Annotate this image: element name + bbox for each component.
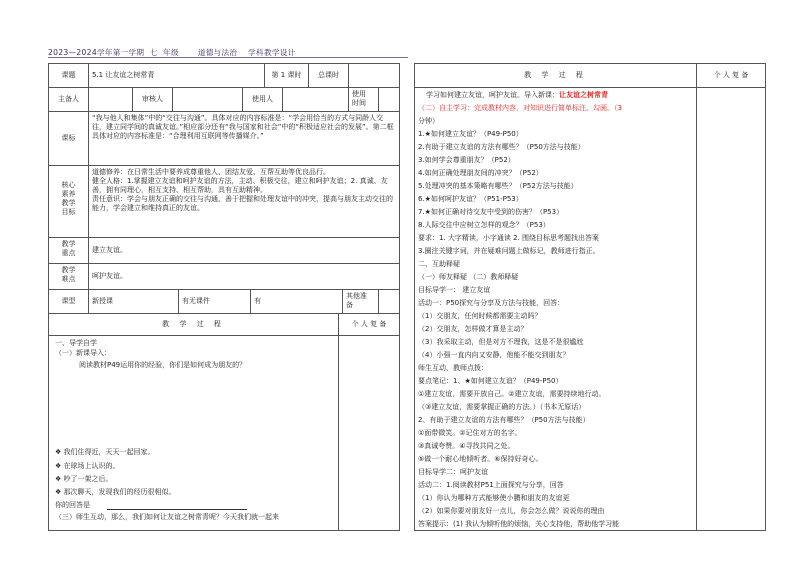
process-line: 活动一：P50探究与分享及方法与技能，回答： bbox=[418, 299, 565, 307]
literacy-text: 道德修养：在日常生活中要养成尊重他人、团结友爱、互帮互助等优良品行。 健全人格：1.掌握建立友谊和呵护友谊的方法，主动、积极交往，建立和呵护友谊；2. 真诚、友善，拥有同理心，相互支持、相互帮助，具有互助精神。 责任意识：学会与朋友正确的交往与沟通，善于把握和处理友谊中的冲突，提高与朋友主动交往的能力，学会建立和维持真正的友谊。 bbox=[89, 166, 399, 238]
total-period-label: 总课时 bbox=[309, 64, 349, 88]
process-line: 8.人际交往中应树立怎样的观念？（P53） bbox=[418, 221, 550, 229]
left-table bbox=[48, 63, 400, 531]
process-review-column bbox=[339, 336, 399, 530]
prep-label: 主备人 bbox=[49, 88, 89, 112]
bullet-item: ❖ 吵了一架之后。 bbox=[55, 475, 113, 483]
process-line: （4）小强一直内向又安静，他能不能交到朋友？ bbox=[418, 351, 570, 359]
equip-value bbox=[379, 290, 399, 314]
user-label: 使用人 bbox=[243, 88, 283, 112]
key-text: 建立友谊。 bbox=[89, 238, 399, 264]
user-value bbox=[283, 88, 349, 112]
answer-blank bbox=[107, 509, 247, 510]
process-line: （③建立友谊，需要掌握正确的方法。）（书本无原话） bbox=[418, 403, 586, 411]
process-line: 3.如何学会尊重朋友？（P52） bbox=[418, 156, 515, 164]
difficult-text: 呵护友谊。 bbox=[89, 264, 399, 290]
section-guide: 一、导学自学 bbox=[55, 339, 97, 347]
process-line: （2）交朋友，怎样做才算是主动？ bbox=[418, 325, 528, 333]
process-line: （1）你认为哪种方式能够使小鹏和朋友的友谊更 bbox=[418, 494, 570, 502]
process-line: 2.有助于建立友谊的方法有哪些？（P50方法与技能） bbox=[418, 143, 585, 151]
process-line: 要点笔记：1、★如何建立友谊？（P49-P50） bbox=[418, 377, 563, 385]
process-line: 活动二：1.阅读教材P51上面探究与分享，回答 bbox=[418, 481, 564, 489]
process-header-review: 个 人 复 备 bbox=[339, 314, 399, 336]
lesson-title-highlight: 让友谊之树常青 bbox=[559, 91, 608, 99]
time-value bbox=[379, 88, 399, 112]
process-line: ③真诚夸赞。④寻找共同之处。 bbox=[418, 442, 515, 450]
topic-value: 5.1 让友谊之树常青 bbox=[89, 64, 265, 88]
process-line: 师生互动，教师点拨： bbox=[418, 364, 488, 372]
bullet-item: ❖ 在球场上认识的。 bbox=[55, 462, 120, 470]
process-line: 6.★如何呵护友谊？（P51-P53） bbox=[418, 195, 523, 203]
right-process-header: 教 学 过 程 bbox=[415, 64, 697, 88]
type-label: 课型 bbox=[49, 290, 89, 314]
new-lesson-import: （一）新课导入： bbox=[55, 349, 111, 357]
bullet-item: ❖ 我们住得近，天天一起回家。 bbox=[55, 448, 155, 456]
right-review-header: 个 人 复 备 bbox=[697, 64, 765, 88]
process-line: 学习如何建立友谊，呵护友谊。导入新课：让友谊之树常青 bbox=[426, 91, 608, 99]
time-label: 使用 时间 bbox=[349, 88, 379, 112]
process-line: 7.★如何正确对待交友中受到的伤害？（P53） bbox=[418, 208, 564, 216]
prep-value bbox=[89, 88, 133, 112]
process-line: 答案提示：(1) 我认为倾听他的烦恼，关心支持他，帮助他学习能 bbox=[418, 520, 620, 528]
process-line: （1）交朋友，任何时候都需要主动吗？ bbox=[418, 312, 542, 320]
interaction-step: （三）师生互动，那么，我们如何让友谊之树常青呢？今天我们就一起来 bbox=[55, 513, 279, 521]
process-line: 3.圈注关键字词，并在疑难问题上做标记，教师进行指正。 bbox=[418, 247, 600, 255]
process-line: 4.如何正确处理朋友间的冲突？（P52） bbox=[418, 169, 543, 177]
process-line: ①建立友谊，需要开放自己。②建立友谊，需要持续地行动。 bbox=[418, 390, 606, 398]
process-line: 二、互助释疑 bbox=[418, 260, 460, 268]
process-line: ①面带微笑。②记住对方的名字。 bbox=[418, 429, 522, 437]
literacy-label: 核心 素养 教学 目标 bbox=[49, 166, 89, 238]
standard-label: 课标 bbox=[49, 112, 89, 166]
key-label: 教学 重点 bbox=[49, 238, 89, 264]
process-line: 目标导学一： 建立友谊 bbox=[418, 286, 491, 294]
process-line: （二）自主学习：完成教材内容，对知识进行简单标注、勾画。（3 bbox=[418, 104, 622, 112]
process-line: （3）我采取主动，但是对方不理我，这是不是很尴尬 bbox=[418, 338, 584, 346]
answer-label: 你的回答是 bbox=[55, 501, 90, 509]
type-value: 新授课 bbox=[89, 290, 179, 314]
review-label: 审核人 bbox=[133, 88, 173, 112]
process-line: 分钟） bbox=[418, 117, 439, 125]
process-header-label: 教 学 过 程 bbox=[49, 314, 339, 336]
courseware-label: 有无课件 bbox=[179, 290, 251, 314]
reading-prompt: 阅读教材P49运用你的经验，你们是如何成为朋友的？ bbox=[79, 361, 247, 369]
review-value bbox=[173, 88, 243, 112]
process-line: 要求：1. 大字精读，小字通读 2. 围绕目标思考题找出答案 bbox=[418, 234, 600, 242]
process-line: ⑤做一个耐心地倾听者。⑥保持好奇心。 bbox=[418, 455, 543, 463]
process-line: 目标导学二：呵护友谊 bbox=[418, 468, 488, 476]
period-value: 第 1 课时 bbox=[265, 64, 309, 88]
page-header: 2023—2024学年第一学期 七 年级 道德与法治 学科教学设计 bbox=[48, 48, 296, 57]
right-review-column bbox=[697, 88, 765, 530]
process-line: 2、有助于建立友谊的方法有哪些？（P50方法与技能） bbox=[418, 416, 590, 424]
total-period-value bbox=[349, 64, 399, 88]
equip-label: 其他准 备 bbox=[343, 290, 379, 314]
process-line: 1.★如何建立友谊？（P49-P50） bbox=[418, 130, 523, 138]
standard-text: “我与他人和集体”中的“交往与沟通”。具体对应的内容标准是：“学会用恰当的方式与同龄人交往，建立同学间的真诚友谊。”相应部分还有“我与国家和社会”中的“积极适应社会的发展”。第二框具体对应的内容标准是：“合理利用互联网等传播媒介。” bbox=[89, 112, 399, 166]
right-table bbox=[414, 63, 766, 531]
topic-label: 课题 bbox=[49, 64, 89, 88]
difficult-label: 教学 难点 bbox=[49, 264, 89, 290]
bullet-item: ❖ 那次聊天，发现我们的经历很相似。 bbox=[55, 488, 176, 496]
header-underline bbox=[48, 57, 408, 58]
courseware-value: 有 bbox=[251, 290, 343, 314]
process-line: 5.处理冲突的基本策略有哪些？（P52方法与技能） bbox=[418, 182, 578, 190]
process-line: （一）师友释疑 （二）教师释疑 bbox=[418, 273, 519, 281]
process-line: （2）如果你要对朋友好一点儿，你会怎么做？说说你的理由 bbox=[418, 507, 605, 515]
